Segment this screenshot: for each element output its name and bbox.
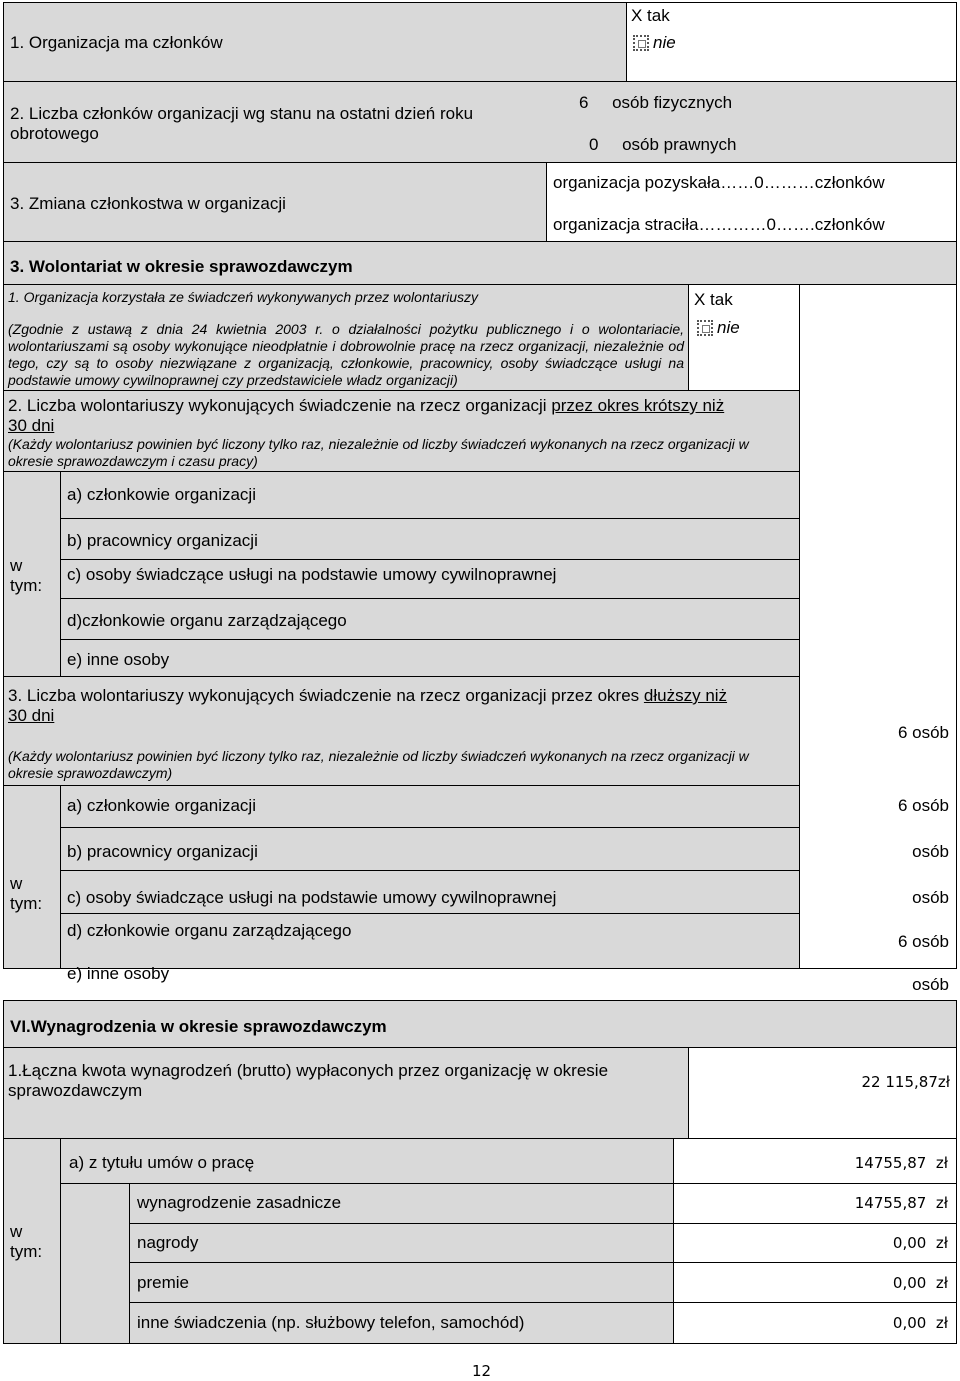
volunteering-q2-item-b: b) pracownicy organizacji — [67, 531, 258, 550]
volunteering-q3-title — [8, 686, 793, 726]
volunteering-q2-item-c: c) osoby świadczące usługi na podstawie umowy cywilnoprawnej — [67, 565, 557, 584]
salaries-q1-value: 22 115,87zł — [861, 1073, 950, 1091]
volunteering-q2-item-d: d)członkowie organu zarządzającego — [67, 611, 347, 630]
salaries-item-cell — [129, 1223, 674, 1263]
volunteering-q3-value-b: osób — [912, 842, 949, 861]
page-number: 12 — [472, 1362, 492, 1380]
salaries-q1-value-cell — [688, 1047, 957, 1139]
volunteering-q1-no: nie — [717, 318, 740, 337]
members-q3-lost: organizacja straciła…………0…….członków — [553, 215, 885, 234]
volunteering-q1-note: (Zgodnie z ustawą z dnia 24 kwietnia 2003 r. o działalności pożytku publicznego i o wolontariacie, wolontariuszami są osoby wykonujące nieodpłatnie i dobrowolnie pracę na rzecz organizacji, niezależnie od tego, czy są to osoby niezwiązane z organizacją, członkowie, pracownicy, osoby świadczące usługi na podstawie umowy cywilnoprawnej czy przedstawiciele władz organizacji) — [8, 321, 684, 388]
members-q2-legal: 0 osób prawnych — [589, 135, 737, 154]
members-q3-label: 3. Zmiana członkostwa w organizacji — [10, 194, 286, 213]
members-q1-no: nie — [653, 33, 676, 52]
volunteering-q2-item-a: a) członkowie organizacji — [67, 485, 256, 504]
volunteering-q3-note: (Każdy wolontariusz powinien być liczony tylko raz, niezależnie od liczby świadczeń wykonanych na rzecz organizacji w okresie sprawozdawczym) — [8, 748, 749, 781]
members-q3-gained: organizacja pozyskała……0………członków — [553, 173, 885, 192]
salaries-wtym: w tym: — [10, 1222, 43, 1261]
volunteering-q2-title-underline: przez okres krótszy niż — [551, 396, 725, 415]
volunteering-header: 3. Wolontariat w okresie sprawozdawczym — [10, 257, 353, 276]
salaries-item-other-benefits-value: 0,00 zł — [892, 1314, 948, 1332]
volunteering-q1-title: 1. Organizacja korzystała ze świadczeń wykonywanych przez wolontariuszy — [8, 289, 478, 305]
volunteering-q2-title — [8, 396, 793, 436]
volunteering-q3-title-text: 3. Liczba wolontariuszy wykonujących świadczenie na rzecz organizacji przez okres — [8, 686, 644, 705]
salaries-item-cell — [129, 1262, 674, 1303]
salaries-a-label: a) z tytułu umów o pracę — [69, 1153, 255, 1172]
checkbox-icon — [697, 320, 713, 336]
salaries-item-base-salary: wynagrodzenie zasadnicze — [137, 1193, 342, 1212]
salaries-item-awards: nagrody — [137, 1233, 199, 1252]
volunteering-q3-value-a: 6 osób — [897, 796, 949, 815]
salaries-item-bonuses: premie — [137, 1273, 189, 1292]
volunteering-q3-value-c: osób — [912, 888, 949, 907]
members-q1-label: 1. Organizacja ma członków — [10, 33, 223, 52]
volunteering-q1-yes: X tak — [694, 290, 733, 309]
volunteering-q1-no-option — [697, 318, 740, 338]
volunteering-q3-total: 6 osób — [897, 723, 949, 742]
salaries-item-bonuses-value: 0,00 zł — [892, 1274, 948, 1292]
volunteering-q3-value-e: osób — [912, 975, 949, 994]
volunteering-q3-value-d: 6 osób — [897, 932, 949, 951]
volunteering-q2-wtym: w tym: — [10, 556, 43, 595]
salaries-item-awards-value: 0,00 zł — [892, 1234, 948, 1252]
checkbox-icon — [633, 35, 649, 51]
volunteering-value-column — [799, 284, 957, 969]
volunteering-q3-item-e: e) inne osoby — [67, 964, 170, 983]
salaries-sub-indent-cell — [60, 1183, 130, 1344]
volunteering-q3-title-30-days: 30 dni — [8, 706, 55, 725]
salaries-item-other-benefits: inne świadczenia (np. służbowy telefon, samochód) — [137, 1313, 525, 1332]
members-q2-label: 2. Liczba członków organizacji wg stanu na ostatni dzień roku obrotowego — [10, 104, 474, 143]
members-q1-no-option — [633, 33, 676, 53]
members-q2-natural: 6 osób fizycznych — [579, 93, 733, 112]
salaries-q1-label: 1.Łączna kwota wynagrodzeń (brutto) wypłaconych przez organizację w okresie sprawozdawczym — [8, 1061, 609, 1100]
volunteering-q2-note: (Każdy wolontariusz powinien być liczony tylko raz, niezależnie od liczby świadczeń wykonanych na rzecz organizacji w okresie sprawozdawczym i czasu pracy) — [8, 436, 749, 469]
salaries-a-value: 14755,87 zł — [854, 1154, 948, 1172]
volunteering-q3-title-underline: dłuższy niż — [643, 686, 728, 705]
volunteering-q2-item-cell — [60, 639, 800, 677]
volunteering-q2-title-30-days: 30 dni — [8, 416, 55, 435]
volunteering-q3-item-b: b) pracownicy organizacji — [67, 842, 258, 861]
volunteering-q3-item-a: a) członkowie organizacji — [67, 796, 256, 815]
volunteering-q2-item-e: e) inne osoby — [67, 650, 170, 669]
members-q1-yes: X tak — [631, 6, 670, 25]
salaries-header: VI.Wynagrodzenia w okresie sprawozdawczym — [10, 1017, 387, 1036]
salaries-item-base-salary-value: 14755,87 zł — [854, 1194, 948, 1212]
volunteering-q3-item-d: d) członkowie organu zarządzającego — [67, 921, 352, 940]
volunteering-q2-title-text: 2. Liczba wolontariuszy wykonujących świadczenie na rzecz organizacji — [8, 396, 552, 415]
volunteering-q3-item-c: c) osoby świadczące usługi na podstawie umowy cywilnoprawnej — [67, 888, 557, 907]
volunteering-q3-wtym: w tym: — [10, 874, 43, 913]
